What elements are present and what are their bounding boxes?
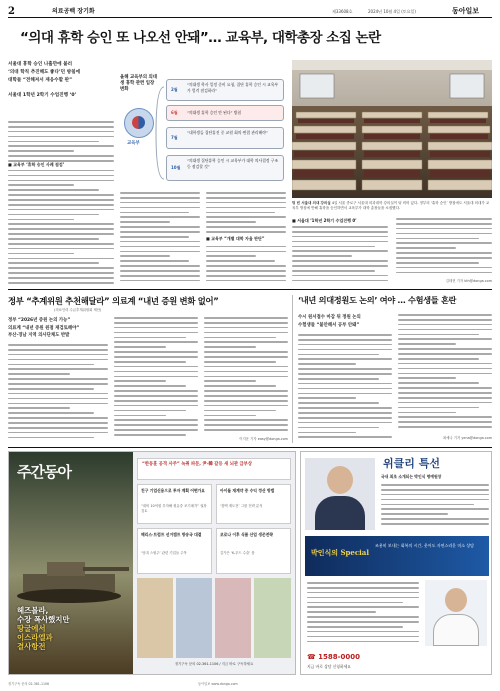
diagram-title: 올해 교육부의 의대생 휴학 관련 입장 변화 (120, 75, 157, 92)
paper-name: 동아일보 (452, 6, 480, 15)
ministry-label: 교육부 (127, 141, 140, 146)
cover-headline (17, 606, 129, 651)
ad-item (216, 484, 291, 524)
special-label: 박인식의 Special (311, 548, 370, 557)
ad-item-featured (137, 458, 291, 480)
special-promo: 조용히 보내는 회복의 시간, 웃어도 자연스러운 미소 상담 (375, 543, 475, 548)
ad-item-title: 친구 기업신용으로 투자 계획 어떤가요 (141, 488, 205, 493)
diagram-connector (154, 83, 166, 183)
diagram-step (166, 127, 284, 149)
phone-number[interactable]: ☎ 1588-0000 (307, 653, 361, 661)
step-date: 10월 (171, 165, 181, 170)
section-divider (8, 289, 492, 290)
cover-line: 수장 폭사했지만 (17, 615, 70, 624)
magazine-cover (9, 452, 133, 675)
deck-line: 수시 원서접수 마감 뒤 정원 논의 (298, 315, 361, 320)
article-text (114, 317, 198, 442)
step-date: 6월 (171, 110, 178, 115)
cover-line: 이스라엘과 (17, 633, 53, 642)
special-tagline: 지금 바로 상담 신청하세요 (307, 664, 351, 669)
photo-caption (292, 201, 492, 211)
article-text (398, 314, 492, 432)
special-text (307, 582, 419, 646)
deck-line: 부산·경남 지역 의사단체도 반발 (8, 333, 70, 338)
magazine-brand: 주간동아 (17, 463, 71, 481)
ad-divider (8, 447, 492, 448)
ad-item-subtitle: 김가은 ‘K-푸드 수출’ 붐 (220, 551, 255, 555)
byline: 이지운 기자 easy@donga.com (239, 437, 288, 441)
special-lead: 국내 최초 소개되는 박인식 명예원장 (381, 474, 442, 479)
ad-footer: 정기구독 문의 02-361-1106 / 지금 바로 구독하세요 (174, 662, 254, 666)
story-source: (의료인력 수급추계위원회 제안) (54, 308, 102, 312)
issue-number: 제33608호 (332, 9, 353, 14)
portrait-photo (305, 458, 375, 530)
deck-line: 정부 “2026년 증원 논의 가능” (8, 318, 71, 323)
diagram-step (166, 105, 284, 121)
ad-item-title: 해리스·트럼프 선거캠프 방송국 대결 (141, 532, 202, 537)
top-headline: “의대 휴학 승인 또 나오선 안돼”… 교육부, 대학총장 소집 논란 (20, 30, 381, 46)
deck-line: 서울대 1학년 2학기 수업진행 ‘0’ (8, 93, 77, 98)
article-text (204, 317, 288, 437)
story-deck (298, 314, 392, 329)
step-text: “의대생 학사 일정 준비 요청, 집단 휴학 승인 시 교육부가 엄격 점검하라” (187, 82, 279, 93)
subhead: ■ 교육부 ‘휴학 승인 사례 점검’ (8, 162, 114, 168)
ad-item (137, 528, 212, 574)
doctor-photo (425, 580, 487, 646)
ad-item-title: 코로나 이후 식품 산업 생존전략 (220, 532, 273, 537)
cover-line: 결사항전 (17, 642, 46, 651)
section-label: 의료공백 장기화 (52, 8, 95, 15)
article-text (292, 226, 388, 285)
step-text: “의대생 휴학 승인 안 된다” 방침 (187, 110, 241, 115)
page-footer (8, 682, 492, 690)
ministry-seal-icon (124, 108, 154, 138)
step-date: 7월 (171, 135, 178, 140)
ad-item-title: 아이돌 재계약 중 수익 정산 방법 (220, 488, 275, 493)
step-text: “의대생 집단휴학 승인 시 교육부가 대학 의사결정 구조 등 점검할 것” (187, 158, 279, 169)
top-deck (8, 61, 116, 100)
cover-line: 땅굴에서 (17, 624, 46, 633)
story-deck (8, 317, 108, 340)
subhead: ■ 교육부 “개별 대학 자율 판단” (206, 236, 286, 242)
subhead: ■ 서울대 ‘1학년 2학기 수업진행 0’ (292, 218, 357, 223)
deck-line: ‘의대 학칙 추진해도 좋다’던 방침에 (8, 70, 81, 75)
ad-item-title: “한동훈 공격 사주” 녹취 파문, 尹-韓 갈등 새 뇌관 급부상 (142, 462, 252, 467)
column-rule (292, 295, 293, 443)
ad-item-subtitle: ‘컴백 재도전’ 그룹 전략 분석 (220, 504, 263, 508)
article-text (8, 121, 114, 285)
article-text (8, 344, 108, 442)
special-banner (305, 536, 489, 576)
special-text (381, 484, 489, 528)
article-text (396, 218, 492, 276)
ad-item (137, 484, 212, 524)
step-date: 2월 (171, 87, 178, 92)
story-headline: 정부 “추계위원 추천해달라” 의료계 “내년 증원 변화 없어” (8, 296, 219, 306)
ad-product-grid (137, 578, 291, 658)
diagram-step (166, 79, 284, 101)
special-brand: 위클리 특선 (383, 457, 440, 470)
step-text: “대학생들 집단휴진 중 교원 회의·면접 관리해야” (187, 130, 268, 135)
ad-item (216, 528, 291, 574)
article-text (298, 334, 392, 442)
byline: 김태현 기자 kth@donga.com (445, 279, 492, 283)
deck-line: 서울대 휴학 승인 나흘만에 불러 (8, 62, 73, 67)
footer-left: 정기구독 문의 02-361-1106 (8, 682, 50, 686)
cover-line: 헤즈볼라, (17, 606, 49, 615)
story-headline: ‘내년 의대정원도 논의’ 여야 … 수험생들 혼란 (298, 295, 457, 305)
diagram-step (166, 155, 284, 181)
policy-diagram (120, 75, 286, 187)
masthead (8, 6, 492, 18)
issue-date: 2024년 10월 4일 (토요일) (368, 9, 416, 14)
tank-illustration (9, 548, 133, 604)
deck-line: 수험생들 “불안해서 공부 안돼” (298, 322, 360, 328)
ad-item-subtitle: “대비 10억원 투자해 원유중 조기매각” 권장 검토 (141, 504, 207, 513)
page-number: 2 (8, 6, 15, 17)
byline: 최예나 기자 yena@donga.com (442, 436, 492, 440)
article-text (120, 192, 200, 285)
photo-caption-text: 4일 서울 종로구 서울대 의과대학 강의실이 텅 비어 있다. 정부의 ‘휴학 승인’ 방침에도 서울대 의대가 교육부 방침에 반해 휴학을 승인하면서 교육부가 대학 총장들을 소집했다. (292, 201, 490, 210)
footer-center: 동아일보 www.donga.com (198, 682, 238, 686)
deck-line: 의료계 “내년 증원 원점 재검토해야” (8, 325, 80, 331)
weekly-donga-ad[interactable] (8, 451, 296, 675)
weekly-special-ad[interactable] (300, 451, 492, 675)
photo-caption-title: 텅 빈 서울대 의대 강의실 (292, 201, 331, 205)
ad-item-subtitle: ‘엇대 스윙주’ 관련 기업들 주목 (141, 551, 187, 555)
lecture-hall-photo (292, 60, 492, 198)
deck-line: 대학들 “전해져서 재응수할 판” (8, 78, 73, 83)
